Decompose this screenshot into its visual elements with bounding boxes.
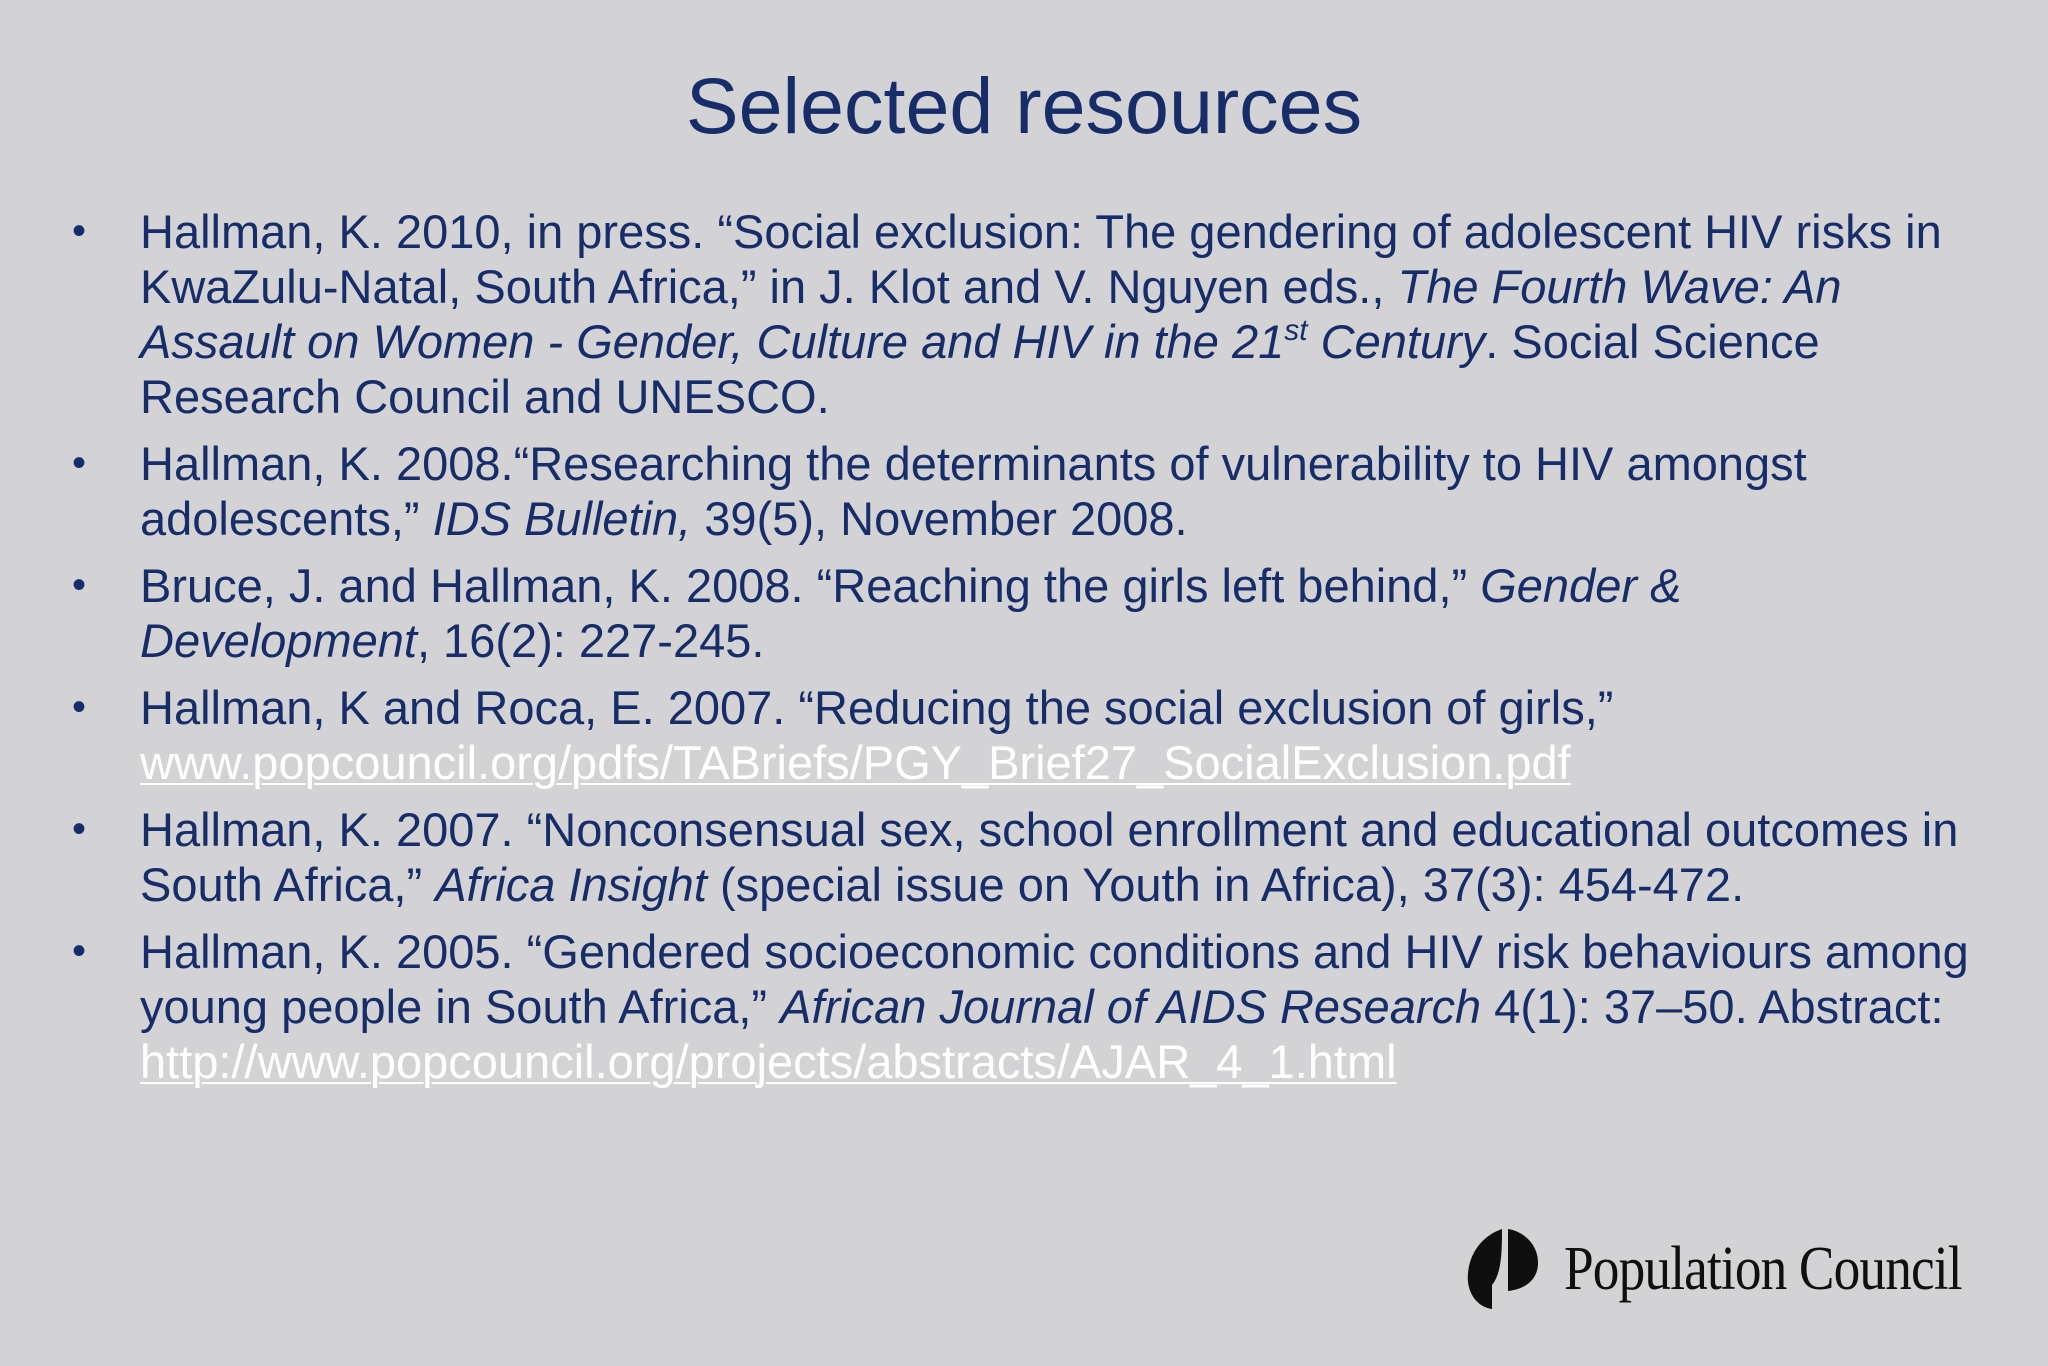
bullet-icon: • bbox=[72, 563, 87, 607]
reference-text: Hallman, K and Roca, E. 2007. “Reducing the social exclusion of girls,” bbox=[140, 681, 1614, 734]
reference-item bbox=[72, 924, 1972, 1089]
reference-item bbox=[72, 558, 1972, 668]
bullet-icon: • bbox=[72, 441, 87, 485]
bullet-icon: • bbox=[72, 209, 87, 253]
reference-text: Hallman, K. 2007. “Nonconsensual sex, school enrollment and educational outcomes in South Africa,” bbox=[140, 803, 1959, 911]
reference-text: Bruce, J. and Hallman, K. 2008. “Reaching the girls left behind,” bbox=[140, 559, 1481, 612]
reference-text: Hallman, K. 2010, in press. “Social exclusion: The gendering of adolescent HIV risks in KwaZulu-Natal, South Africa,” in J. Klot and V. Nguyen eds., bbox=[140, 205, 1942, 313]
population-council-logo-icon bbox=[1462, 1227, 1542, 1311]
reference-item bbox=[72, 802, 1972, 912]
reference-journal: IDS Bulletin, bbox=[432, 492, 692, 545]
reference-item bbox=[72, 680, 1972, 790]
reference-superscript: st bbox=[1284, 314, 1308, 347]
reference-link[interactable]: www.popcouncil.org/pdfs/TABriefs/PGY_Brief27_SocialExclusion.pdf bbox=[140, 736, 1571, 789]
reference-source: . Social Science Research Council and UNESCO. bbox=[140, 315, 1820, 423]
reference-source: 4(1): 37–50. Abstract: bbox=[1481, 980, 1944, 1033]
reference-source: , 16(2): 227-245. bbox=[416, 614, 765, 667]
reference-list bbox=[72, 204, 1972, 1101]
reference-title-end: Century bbox=[1307, 315, 1486, 368]
reference-item bbox=[72, 204, 1972, 424]
reference-journal: Africa Insight bbox=[435, 858, 707, 911]
bullet-icon: • bbox=[72, 685, 87, 729]
bullet-icon: • bbox=[72, 929, 87, 973]
population-council-logo bbox=[1462, 1228, 2027, 1310]
reference-text: Hallman, K. 2005. “Gendered socioeconomic conditions and HIV risk behaviours among young people in South Africa,” bbox=[140, 925, 1969, 1033]
reference-journal: African Journal of AIDS Research bbox=[780, 980, 1482, 1033]
reference-source: (special issue on Youth in Africa), 37(3): 454-472. bbox=[706, 858, 1745, 911]
reference-item bbox=[72, 436, 1972, 546]
slide-title: Selected resources bbox=[685, 61, 1363, 150]
reference-source: 39(5), November 2008. bbox=[691, 492, 1188, 545]
reference-link[interactable]: http://www.popcouncil.org/projects/abstracts/AJAR_4_1.html bbox=[140, 1035, 1397, 1088]
reference-text: Hallman, K. 2008.“Researching the determinants of vulnerability to HIV amongst adolescents,” bbox=[140, 437, 1807, 545]
reference-title: The Fourth Wave: An Assault on Women - Gender, Culture and HIV in the 21 bbox=[140, 260, 1842, 368]
logo-text: Population Council bbox=[1564, 1235, 1962, 1303]
bullet-icon: • bbox=[72, 807, 87, 851]
reference-journal: Gender & Development bbox=[140, 559, 1682, 667]
